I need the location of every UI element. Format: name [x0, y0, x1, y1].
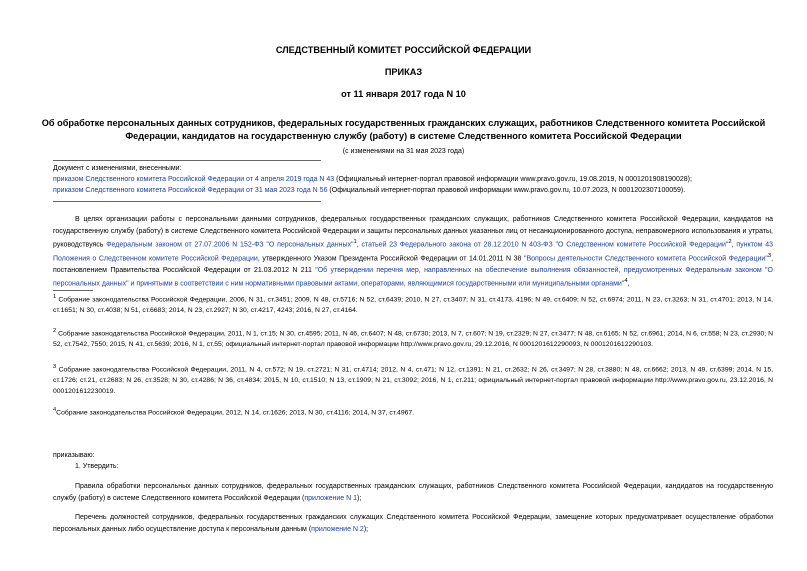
footnote-text-2: Собрание законодательства Российской Федерации, 2011, N 1, ст.15; N 30, ст.4595; 2011, N 46, ст.6407; N 48, ст.6730; 2013, N 7, ст.607; N 19, ст.2329; N 27, ст.3477; N 48, ст.6165; N 52, ст.6961; 2014, N 6, ст.558; N 23, ст.2930; N 52, ст.7542, 7550; 2015, N 41, ст.5639; 2016, N 1, ст.55; официальный интернет-портал правовой информации http://www.pravo.gov.ru, 29.12.2016, N 0001201612290093, N 0001201612290103. — [53, 330, 774, 349]
footnote-text-1: Собрание законодательства Российской Федерации, 2006, N 31, ст.3451; 2009, N 48, ст.5716; N 52, ст.6439; 2010, N 27, ст.3407; N 31, ст.4173, 4196; N 49, ст.6409; N 52, ст.6974; 2011, N 23, ст.3263; N 31, ст.4701; 2013, N 14, ст.1651; N 30, ст.4038; N 51, ст.6683; 2014, N 23, ст.2927; N 30, ст.4217, 4243; 2016, N 27, ст.4164. — [53, 296, 774, 315]
footnote-divider — [53, 290, 93, 291]
preamble-end: , — [627, 280, 630, 288]
preamble-paragraph — [53, 214, 773, 290]
divider-changes — [53, 201, 321, 202]
changes-intro: Документ с изменениями, внесенными: — [53, 165, 182, 172]
footnote-3 — [53, 362, 773, 397]
appendix-2-paragraph — [53, 512, 773, 535]
separator: , — [731, 241, 737, 249]
footnote-ref-1: 1 — [353, 239, 357, 245]
item-1: 1. Утвердить: — [75, 463, 119, 470]
footnote-4 — [53, 405, 773, 418]
doc-type: ПРИКАЗ — [384, 67, 423, 77]
change-rest-1: (Официальный интернет-портал правовой информации www.pravo.gov.ru, 19.08.2019, N 0001201908190028); — [334, 176, 692, 183]
divider-top — [53, 160, 321, 161]
footnote-ref-2: 2 — [728, 239, 732, 245]
decree-38-link[interactable]: "Вопросы деятельности Следственного комитета Российской Федерации" — [523, 255, 768, 263]
preamble-text-mid2: , постановлением Правительства Российской Федерации от 21.03.2012 N 211 — [53, 255, 774, 274]
changes-block — [53, 163, 773, 196]
appendix-2-end: ); — [363, 525, 369, 533]
change-link-2[interactable]: приказом Следственного комитета Российской Федерации от 31 мая 2023 года N 56 — [53, 187, 328, 194]
preamble-text-mid: , утвержденного Указом Президента Российской Федерации от 14.01.2011 N 38 — [257, 255, 524, 263]
footnote-ref-4: 4 — [624, 278, 628, 285]
law-403-link[interactable]: статьей 23 Федерального закона от 28.12.2010 N 403-ФЗ "О Следственном комитете Российской Федерации" — [361, 241, 729, 249]
footnote-text-4: Собрание законодательства Российской Федерации, 2012, N 14, ст.1626; 2013, N 30, ст.4116; 2014, N 37, ст.4967. — [56, 409, 415, 417]
appendix-1-link[interactable]: приложение N 1 — [304, 494, 358, 502]
change-link-1[interactable]: приказом Следственного комитета Российской Федерации от 4 апреля 2019 года N 43 — [53, 176, 335, 183]
appendix-2-text: Перечень должностей сотрудников, федеральных государственных гражданских служащих Следственного комитета Российской Федерации, замещение которых предусматривает осуществление обработки персональных данных либо осуществление доступа к персональным данным ( — [53, 514, 773, 533]
footnote-2 — [53, 326, 773, 350]
change-rest-2: (Официальный интернет-портал правовой информации www.pravo.gov.ru, 10.07.2023, N 0001202307100059). — [327, 187, 686, 194]
revision-note: (с изменениями на 31 мая 2023 года) — [342, 148, 465, 155]
preamble-text: В целях организации работы с персональными данными сотрудников, федеральных государственных гражданских служащих, работников Следственного комитета Российской Федерации, кандидатов на государственную службу (работу) в системе Следственного комитета Российской Федерации и защиты персональных данных указанных лиц от несанкционированного доступа, неправомерного использования и утраты, руководствуясь — [53, 216, 773, 249]
footnote-1 — [53, 292, 773, 316]
appendix-2-link[interactable]: приложение N 2 — [311, 525, 364, 533]
regulation-p43-link[interactable]: пунктом 43 Положения о Следственном комитете Российской Федерации — [53, 241, 774, 263]
footnote-mark-4: 4 — [53, 407, 57, 413]
change-item-2 — [53, 185, 773, 196]
change-item-1 — [53, 174, 773, 185]
footnote-mark-1: 1 — [53, 294, 57, 300]
footnote-mark-2: 2 — [53, 328, 57, 334]
org-name: СЛЕДСТВЕННЫЙ КОМИТЕТ РОССИЙСКОЙ ФЕДЕРАЦИИ — [275, 45, 532, 55]
separator: , — [356, 241, 362, 249]
footnote-mark-3: 3 — [53, 364, 57, 370]
orders-line: приказываю: — [53, 452, 95, 459]
doc-title: Об обработке персональных данных сотрудников, федеральных государственных гражданских служащих, работников Следственного комитета Российской Федерации, кандидатов на государственную службу (работу) в системе Следственного комитета Российской Федерации — [41, 118, 766, 141]
doc-date-number: от 11 января 2017 года N 10 — [341, 89, 466, 99]
appendix-1-text: Правила обработки персональных данных сотрудников, федеральных государственных гражданских служащих, работников Следственного комитета Российской Федерации, кандидатов на государственную службу (работу) в системе Следственного комитета Российской Федерации ( — [53, 483, 773, 502]
appendix-1-paragraph — [53, 481, 773, 504]
resolution-211-link[interactable]: "Об утверждении перечня мер, направленных на обеспечение выполнения обязанностей, предусмотренных Федеральным законом "О персональных данных" и принятыми в соответствии с ним нормативными правовыми актами, операторами, являющимися государственными или муниципальными органами" — [53, 266, 773, 288]
appendix-1-end: ); — [357, 494, 362, 502]
footnote-ref-3: 3 — [767, 252, 772, 259]
law-152-link[interactable]: Федеральным законом от 27.07.2006 N 152-ФЗ "О персональных данных" — [106, 241, 354, 249]
footnote-text-3: Собрание законодательства Российской Федерации, 2011, N 4, ст.572; N 19, ст.2721; N 31, ст.4714; 2012, N 4, ст.471; N 12, ст.1391; N 21, ст.2632; N 26, ст.3497; N 28, ст.3880; N 48, ст.6662; 2013, N 49, ст.6399; 2014, N 15, ст.1726; ст.21, ст.2683; N 26, ст.3528; N 30, ст.4286; N 36, ст.4834; 2015, N 10, ст.1510; N 13, ст.1909; N 21, ст.3092; 2016, N 1, ст.211; официальный интернет-портал правовой информации http://www.pravo.gov.ru, 23.12.2016, N 0001201612230019. — [53, 366, 773, 396]
